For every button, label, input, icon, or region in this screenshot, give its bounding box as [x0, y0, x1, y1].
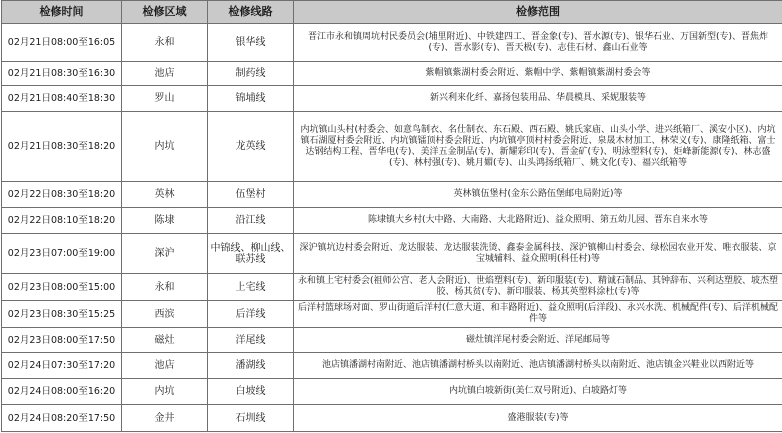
cell-time: 02月23日07:00至19:00 [2, 234, 122, 274]
cell-scope: 磁灶镇洋尾村委会附近、洋尾邮局等 [294, 328, 782, 353]
cell-area: 内坑 [122, 112, 208, 182]
cell-area: 磁灶 [122, 328, 208, 353]
table-row [2, 208, 782, 234]
cell-scope: 新兴利来化纤、嘉扬包装用品、华晨模具、采妮服装等 [294, 86, 782, 112]
cell-line: 制药线 [208, 62, 294, 86]
cell-line: 白坡线 [208, 379, 294, 405]
cell-line: 洋尾线 [208, 328, 294, 353]
cell-area: 深沪 [122, 234, 208, 274]
table-row [2, 328, 782, 353]
table-row [2, 182, 782, 208]
cell-area: 内坑 [122, 379, 208, 405]
header-time: 检修时间 [2, 1, 122, 24]
cell-time: 02月23日08:00至15:00 [2, 274, 122, 301]
cell-time: 02月21日08:00至16:05 [2, 24, 122, 62]
header-scope: 检修范围 [294, 1, 782, 24]
cell-line: 龙英线 [208, 112, 294, 182]
cell-time: 02月21日08:30至18:20 [2, 112, 122, 182]
cell-line: 中锦线、柳山线、联苏线 [208, 234, 294, 274]
cell-time: 02月21日08:30至16:30 [2, 62, 122, 86]
table-row [2, 86, 782, 112]
table-row [2, 112, 782, 182]
table-row [2, 405, 782, 432]
cell-area: 西滨 [122, 301, 208, 328]
cell-scope: 盛港服装(专)等 [294, 405, 782, 432]
cell-scope: 紫帽镇紫湖村委会附近、紫帽中学、紫帽镇紫湖村委会等 [294, 62, 782, 86]
cell-time: 02月22日08:30至18:20 [2, 182, 122, 208]
cell-scope: 永和镇上宅村委会(祖师公宫、老人会附近)、世焰塑料(专)、新印服装(专)、精诚石制品、其钟辞布、兴利达塑胶、坡杰塑胶、杨其贫(专)、新印服装、杨其英塑料涂杜(专)等 [294, 274, 782, 301]
header-line: 检修线路 [208, 1, 294, 24]
cell-area: 陈埭 [122, 208, 208, 234]
cell-scope: 英林镇伍堡村(金东公路伍堡邮电局附近)等 [294, 182, 782, 208]
cell-scope: 内坑镇山头村(村委会、如意鸟制衣、名仕制衣、东石殿、西石殿、姚氏家庙、山头小学、进兴纸箱厂、溪安小区)、内坑镇石湖厦村委会附近、内坑镇镭顶村委会附近、内坑镇亭顶村村委会附近、泉晟木材加工、林荣义(专)、康隆纸箱、富士达钢结构工程、晋华电(专)、美洋五金制品(专)、新耀彩印(专)、晋金矿(专)、明泳塑料(专)、炬峰新能源(专)、林志盛(专)、林村强(专)、姚月媚(专)、山头鸿扬纸箱厂、姚文化(专)、福兴纸箱等 [294, 112, 782, 182]
cell-time: 02月23日08:30至15:25 [2, 301, 122, 328]
table-row [2, 234, 782, 274]
cell-area: 金井 [122, 405, 208, 432]
cell-line: 上宅线 [208, 274, 294, 301]
cell-line: 伍堡村 [208, 182, 294, 208]
cell-scope: 池店镇潘湖村南附近、池店镇潘湖村桥头以南附近、池店镇潘湖村桥头以南附近、池店镇金兴鞋业以西附近等 [294, 353, 782, 379]
cell-area: 池店 [122, 353, 208, 379]
header-area: 检修区域 [122, 1, 208, 24]
table-row [2, 301, 782, 328]
cell-time: 02月24日08:00至16:20 [2, 379, 122, 405]
cell-area: 池店 [122, 62, 208, 86]
table-row [2, 24, 782, 62]
cell-area: 永和 [122, 24, 208, 62]
cell-time: 02月21日08:40至18:30 [2, 86, 122, 112]
cell-time: 02月23日08:00至17:50 [2, 328, 122, 353]
cell-area: 英林 [122, 182, 208, 208]
cell-line: 后洋线 [208, 301, 294, 328]
cell-line: 石圳线 [208, 405, 294, 432]
table-row [2, 62, 782, 86]
cell-time: 02月24日07:30至17:20 [2, 353, 122, 379]
cell-scope: 晋江市永和镇周坑村民委员会(埔里附近)、中铁建四工、晋金象(专)、晋水源(专)、银华石业、万国新型(专)、晋焦炸(专)、晋水影(专)、晋天极(专)、志佳石材、鑫山石业等 [294, 24, 782, 62]
cell-line: 银华线 [208, 24, 294, 62]
cell-line: 沿江线 [208, 208, 294, 234]
table-header-row [2, 1, 782, 24]
cell-line: 锦埔线 [208, 86, 294, 112]
cell-time: 02月22日08:10至18:20 [2, 208, 122, 234]
cell-scope: 深沪镇坑边村委会附近、龙达服装、龙达服装洗烫、鑫泰金属科技、深沪镇柳山村委会、绿松园农业开发、唯衣服装、京宝城辅料、益众照明(科任村)等 [294, 234, 782, 274]
cell-area: 永和 [122, 274, 208, 301]
maintenance-table [1, 0, 782, 432]
cell-time: 02月24日08:20至17:50 [2, 405, 122, 432]
cell-scope: 陈埭镇大乡村(大中路、大南路、大北路附近)、益众照明、第五幼儿园、晋东自来水等 [294, 208, 782, 234]
cell-line: 潘湖线 [208, 353, 294, 379]
table-row [2, 274, 782, 301]
table-row [2, 379, 782, 405]
cell-area: 罗山 [122, 86, 208, 112]
table-row [2, 353, 782, 379]
cell-scope: 后洋村篮球场对面、罗山街道后洋村(仁意大道、和丰路附近)、益众照明(后洋段)、永兴水洗、机械配件(专)、后洋机械配件等 [294, 301, 782, 328]
cell-scope: 内坑镇白坡新街(美仁双号附近)、白坡路灯等 [294, 379, 782, 405]
